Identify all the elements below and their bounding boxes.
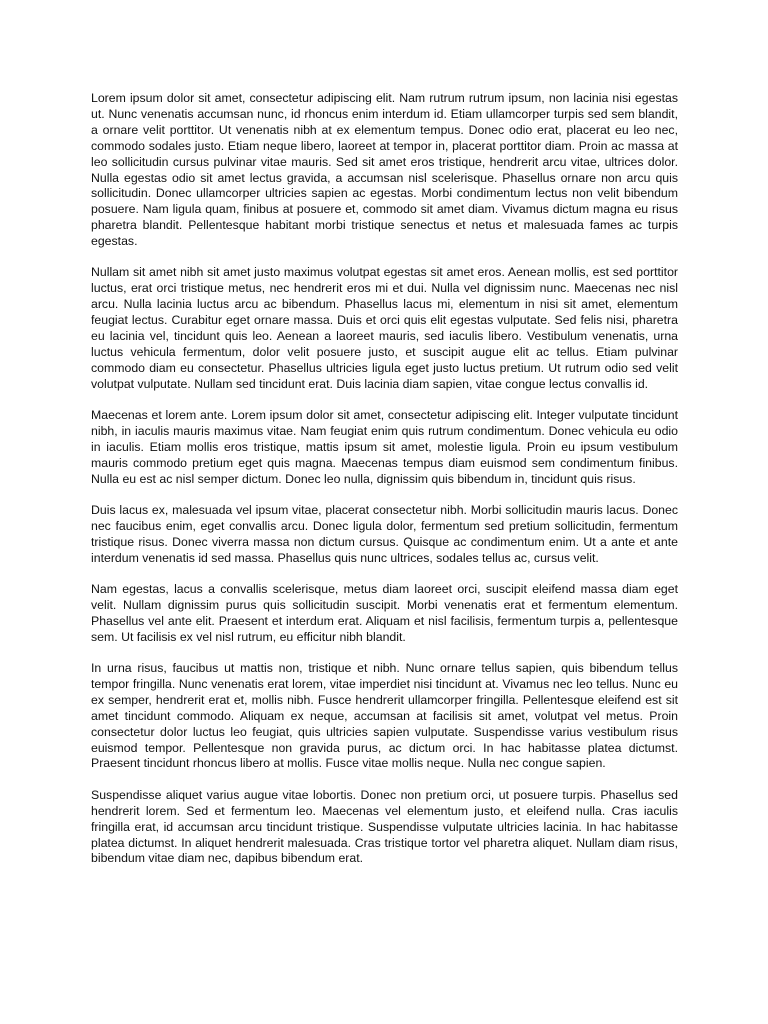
- paragraph-6: In urna risus, faucibus ut mattis non, tristique et nibh. Nunc ornare tellus sapien, quis bibendum tellus tempor fringilla. Nunc venenatis erat lorem, vitae imperdiet nisi tincidunt at. Vivamus nec leo tellus. Nunc eu ex semper, hendrerit erat et, mollis nibh. Fusce hendrerit ullamcorper fringilla. Pellentesque eleifend est sit amet tincidunt commodo. Aliquam ex neque, accumsan at facilisis sit amet, volutpat vel metus. Proin consectetur dolor luctus leo feugiat, quis ultricies sapien vulputate. Suspendisse varius vestibulum risus euismod tempor. Pellentesque non gravida purus, ac dictum orci. In hac habitasse platea dictumst. Praesent tincidunt rhoncus libero at mollis. Fusce vitae mollis neque. Nulla nec congue sapien.: [91, 661, 678, 771]
- document-page: [91, 91, 678, 867]
- paragraph-1: Lorem ipsum dolor sit amet, consectetur adipiscing elit. Nam rutrum rutrum ipsum, non lacinia nisi egestas ut. Nunc venenatis accumsan nunc, id rhoncus enim interdum id. Etiam ullamcorper turpis sed sem blandit, a ornare velit porttitor. Ut venenatis nibh at ex elementum tempus. Donec odio erat, placerat eu leo nec, commodo sodales justo. Etiam neque libero, laoreet at tempor in, placerat porttitor diam. Proin ac massa at leo sollicitudin cursus pulvinar vitae mauris. Sed sit amet eros tristique, hendrerit arcu vitae, ultrices dolor. Nulla egestas odio sit amet lectus gravida, a accumsan nisl scelerisque. Phasellus ornare non arcu quis sollicitudin. Donec ullamcorper ultricies sapien ac egestas. Morbi condimentum lectus non velit bibendum posuere. Nam ligula quam, finibus at posuere et, commodo sit amet diam. Vivamus dictum magna eu risus pharetra blandit. Pellentesque habitant morbi tristique senectus et netus et malesuada fames ac turpis egestas.: [91, 91, 678, 249]
- paragraph-7: Suspendisse aliquet varius augue vitae lobortis. Donec non pretium orci, ut posuere turpis. Phasellus sed hendrerit lorem. Sed et fermentum leo. Maecenas vel elementum justo, et eleifend nulla. Cras iaculis fringilla erat, id accumsan arcu tincidunt tristique. Suspendisse vulputate ultricies lacinia. In hac habitasse platea dictumst. In aliquet hendrerit malesuada. Cras tristique tortor vel pharetra aliquet. Nullam diam risus, bibendum vitae diam nec, dapibus bibendum erat.: [91, 787, 678, 866]
- paragraph-4: Duis lacus ex, malesuada vel ipsum vitae, placerat consectetur nibh. Morbi sollicitudin mauris lacus. Donec nec faucibus enim, eget convallis arcu. Donec ligula dolor, fermentum sed pretium sollicitudin, fermentum tristique risus. Donec viverra massa non dictum cursus. Quisque ac condimentum enim. Ut a ante et ante interdum venenatis id sed massa. Phasellus quis nunc ultrices, sodales tellus ac, cursus velit.: [91, 503, 678, 565]
- paragraph-5: Nam egestas, lacus a convallis scelerisque, metus diam laoreet orci, suscipit eleifend massa diam eget velit. Nullam dignissim purus quis sollicitudin suscipit. Morbi venenatis erat et fermentum elementum. Phasellus vel ante elit. Praesent et interdum erat. Aliquam et nisl facilisis, fermentum turpis a, pellentesque sem. Ut facilisis ex vel nisl rutrum, eu efficitur nibh blandit.: [91, 582, 678, 644]
- paragraph-3: Maecenas et lorem ante. Lorem ipsum dolor sit amet, consectetur adipiscing elit. Integer vulputate tincidunt nibh, in iaculis mauris maximus vitae. Nam feugiat enim quis rutrum condimentum. Donec vehicula eu odio in iaculis. Etiam mollis eros tristique, mattis ipsum sit amet, molestie ligula. Proin eu ipsum vestibulum mauris commodo pretium eget quis magna. Maecenas tempus diam euismod sem condimentum finibus. Nulla eu est ac nisl semper dictum. Donec leo nulla, dignissim quis bibendum in, tincidunt quis risus.: [91, 408, 678, 486]
- paragraph-2: Nullam sit amet nibh sit amet justo maximus volutpat egestas sit amet eros. Aenean mollis, est sed porttitor luctus, erat orci tristique metus, nec hendrerit eros mi et dui. Nulla vel dignissim nunc. Maecenas nec nisl arcu. Nulla lacinia luctus arcu ac bibendum. Phasellus lacus mi, elementum in nisi sit amet, elementum feugiat lectus. Curabitur eget ornare massa. Duis et orci quis elit egestas vulputate. Sed felis nisi, pharetra eu lacinia vel, tincidunt quis leo. Aenean a laoreet mauris, sed iaculis libero. Vestibulum venenatis, urna luctus vehicula fermentum, dolor velit posuere justo, et suscipit augue elit ac tellus. Etiam pulvinar commodo diam eu consectetur. Phasellus ultricies ligula eget justo luctus pretium. Ut rutrum odio sed velit volutpat vulputate. Nullam sed tincidunt erat. Duis lacinia diam sapien, vitae congue lectus convallis id.: [91, 265, 678, 391]
